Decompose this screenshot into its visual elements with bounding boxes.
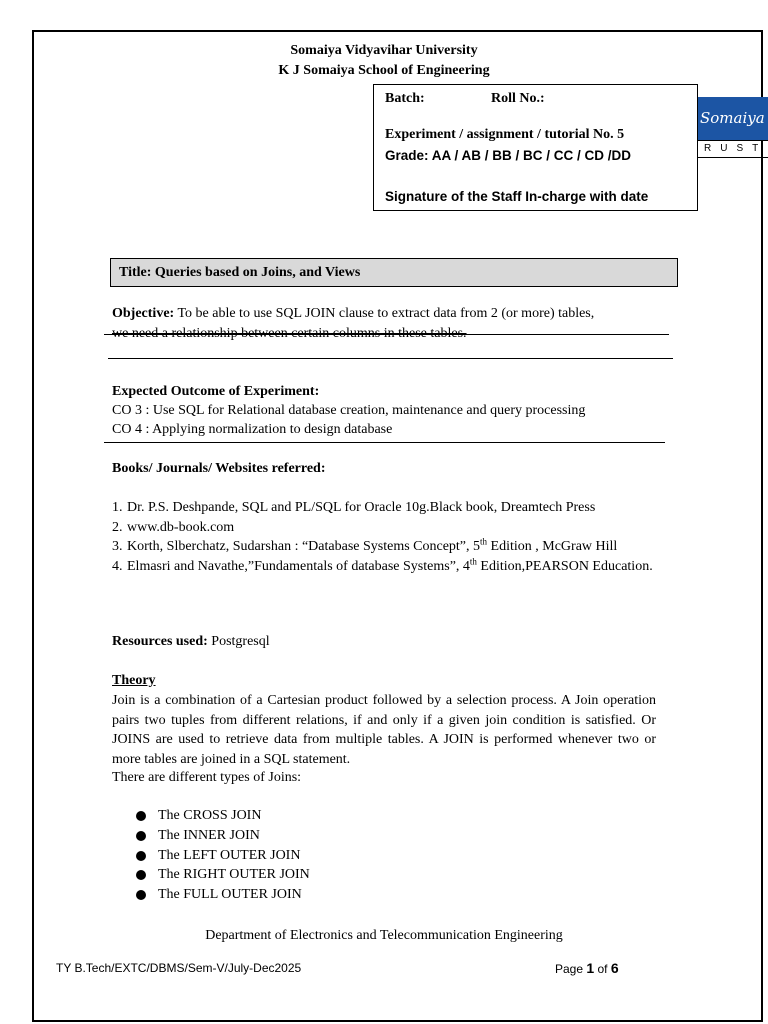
join-types-intro: There are different types of Joins: bbox=[112, 770, 302, 785]
list-item: 1. Dr. P.S. Deshpande, SQL and PL/SQL for Oracle 10g.Black book, Dreamtech Press bbox=[112, 500, 596, 515]
outcome-co4: CO 4 : Applying normalization to design database bbox=[112, 422, 393, 437]
strike-rule bbox=[104, 334, 669, 335]
footer-department: Department of Electronics and Telecommunication Engineering bbox=[205, 928, 563, 943]
list-item: 2. www.db-book.com bbox=[112, 519, 235, 535]
grade-options: Grade: AA / AB / BB / BC / CC / CD /DD bbox=[385, 148, 632, 163]
somaiya-trust-logo bbox=[698, 97, 768, 158]
logo-trust-text: RUST bbox=[698, 140, 768, 158]
footer-course-code: TY B.Tech/EXTC/DBMS/Sem-V/July-Dec2025 bbox=[56, 961, 302, 975]
outcome-co3: CO 3 : Use SQL for Relational database creation, maintenance and query processing bbox=[112, 403, 586, 418]
list-item: 4. Elmasri and Navathe,”Fundamentals of database Systems”, 4th Edition,PEARSON Education. bbox=[112, 555, 653, 574]
university-name: Somaiya Vidyavihar University bbox=[290, 43, 478, 58]
join-types-list bbox=[136, 806, 310, 905]
resources-used bbox=[112, 632, 270, 652]
objective-text-line2: we need a relationship between certain columns in these tables. bbox=[112, 326, 467, 341]
resources-value: Postgresql bbox=[207, 634, 270, 649]
list-item: The FULL OUTER JOIN bbox=[136, 885, 310, 905]
staff-signature-label: Signature of the Staff In-charge with date bbox=[385, 189, 649, 204]
list-item: The INNER JOIN bbox=[136, 826, 310, 846]
logo-script-text: Somaiya bbox=[698, 97, 768, 140]
objective bbox=[112, 304, 594, 324]
student-info-box bbox=[373, 84, 698, 211]
list-item: 3. Korth, Slberchatz, Sudarshan : “Database Systems Concept”, 5th Edition , McGraw Hill bbox=[112, 536, 618, 554]
blank-rule bbox=[108, 358, 673, 359]
list-item: The LEFT OUTER JOIN bbox=[136, 846, 310, 866]
school-name: K J Somaiya School of Engineering bbox=[278, 63, 490, 78]
bullet-icon bbox=[136, 851, 146, 861]
bullet-icon bbox=[136, 870, 146, 880]
bullet-icon bbox=[136, 890, 146, 900]
list-item: The RIGHT OUTER JOIN bbox=[136, 865, 310, 885]
list-item: The CROSS JOIN bbox=[136, 806, 310, 826]
experiment-title: Title: Queries based on Joins, and Views bbox=[110, 258, 678, 287]
theory-heading: Theory bbox=[112, 673, 156, 688]
objective-text: To be able to use SQL JOIN clause to extract data from 2 (or more) tables, bbox=[174, 306, 595, 321]
page-number: Page 1 of 6 bbox=[555, 960, 619, 976]
objective-label: Objective: bbox=[112, 306, 175, 321]
bullet-icon bbox=[136, 831, 146, 841]
outcome-rule bbox=[104, 442, 665, 443]
experiment-number: Experiment / assignment / tutorial No. 5 bbox=[385, 127, 625, 142]
resources-label: Resources used: bbox=[112, 634, 208, 649]
reference-list bbox=[112, 498, 672, 576]
theory-paragraph: Join is a combination of a Cartesian product followed by a selection process. A Join operation pairs two tuples from different relations, if and only if a given join condition is satisfied. Or JOINS are used to retrieve data from multiple tables. A JOIN is performed whenever two or more tables are joined in a SQL statement. bbox=[112, 693, 656, 767]
roll-no-label: Roll No.: bbox=[491, 91, 545, 106]
bullet-icon bbox=[136, 811, 146, 821]
batch-label: Batch: bbox=[385, 91, 425, 106]
references-heading: Books/ Journals/ Websites referred: bbox=[112, 461, 326, 476]
outcome-heading: Expected Outcome of Experiment: bbox=[112, 384, 320, 399]
